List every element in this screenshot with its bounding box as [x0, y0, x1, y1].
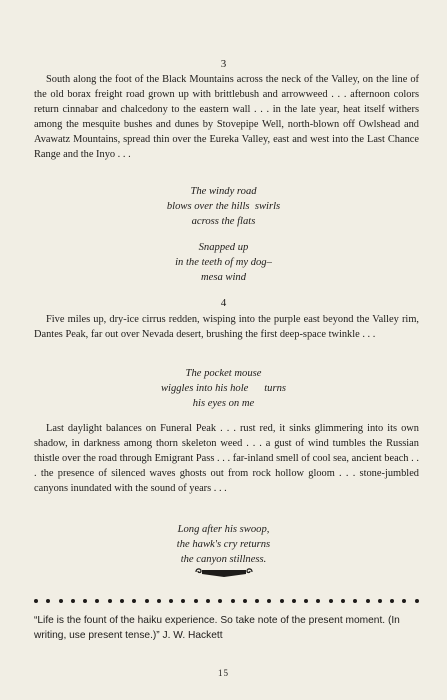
haiku-line: in the teeth of my dog–	[175, 257, 272, 268]
page-number: 15	[218, 668, 229, 678]
haiku-line: blows over the hills swirls	[166, 201, 281, 212]
haiku-line: across the flats	[191, 216, 256, 227]
haiku-line: Snapped up	[198, 242, 249, 253]
haiku-windy-road	[0, 184, 447, 229]
section-number-4: 4	[220, 297, 227, 309]
haiku-line: the canyon stillness.	[180, 554, 267, 565]
section-3-paragraph: South along the foot of the Black Mountains across the neck of the Valley, on the line of the old borax freight road grown up with brittlebush and arrowweed . . . afternoon colors return cinnabar and chalcedony to the eastern wall . . . in the late year, heat itself withers among the mesquite bushes and dunes by Stovepipe Well, north-blown off Owlshead and Avawatz Mountains, spread thin over the Eureka Valley, east and west into the Last Chance Range and the Inyo . . .	[34, 74, 419, 161]
haiku-line: Long after his swoop,	[177, 524, 270, 535]
hackett-quote: “Life is the fount of the haiku experience. So take note of the present moment. (In writing, use present tense.)” J. W. Hackett	[34, 615, 400, 641]
haiku-line: the hawk's cry returns	[176, 539, 271, 550]
haiku-line: The windy road	[190, 186, 257, 197]
haiku-line: his eyes on me	[192, 398, 255, 409]
haiku-line: wiggles into his hole turns	[160, 383, 287, 394]
haiku-hawk	[0, 522, 447, 567]
section-4-paragraph-1: Five miles up, dry-ice cirrus redden, wisping into the purple east beyond the Valley rim, Dantes Peak, far out over Nevada desert, brushing the first deep-space twinkle . . .	[34, 314, 419, 341]
dotted-divider	[34, 599, 419, 603]
haiku-snapped-up	[0, 240, 447, 285]
section-number-3: 3	[220, 58, 227, 70]
section-4-paragraph-2: Last daylight balances on Funeral Peak . . . rust red, it sinks glimmering into its own shadow, in darkness among thorn skeleton weed . . . a gust of wind tumbles the Russian thistle over the road through Emigrant Pass . . . far-inland smell of cool sea, ancient beach . . . the presence of silenced waves ghosts out from rock hollow gloom . . . stone-jumbled canyons inundated with the sound of years . . .	[34, 423, 419, 495]
haiku-pocket-mouse	[0, 366, 447, 411]
scroll-ornament-icon	[193, 566, 255, 578]
haiku-line: The pocket mouse	[185, 368, 262, 379]
haiku-line: mesa wind	[200, 272, 247, 283]
